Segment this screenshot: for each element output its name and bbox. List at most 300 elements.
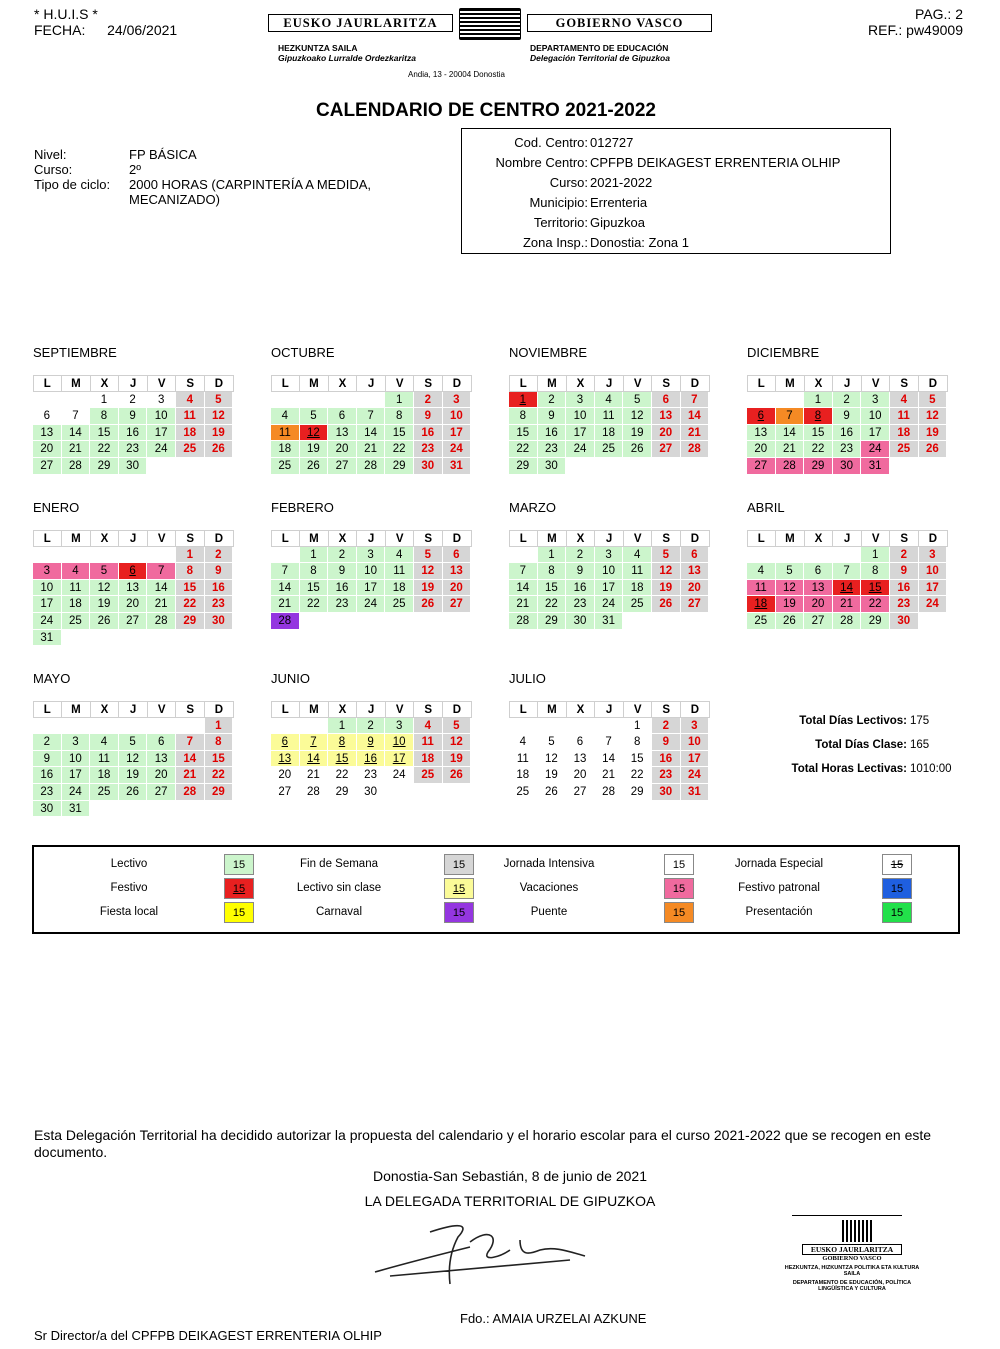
day-cell: 15 [623,751,652,768]
day-cell: 16 [538,425,567,442]
day-cell: 1 [538,547,567,564]
day-cell: 9 [833,408,862,425]
day-cell: 12 [919,408,948,425]
month-grid [271,701,473,801]
day-cell: 25 [747,613,776,630]
empty-day-cell [33,547,62,564]
month-grid [747,530,949,630]
day-cell: 7 [147,563,176,580]
empty-day-cell [300,392,329,409]
official-stamp [772,1215,932,1307]
day-cell: 29 [90,458,119,475]
day-cell: 10 [62,751,91,768]
weekday-header: L [509,375,539,392]
weekday-header: X [90,530,120,547]
day-cell: 24 [357,596,386,613]
total-row [760,733,952,757]
legend-label: Festivo [110,882,148,894]
weekday-header: X [90,701,120,718]
day-cell: 1 [205,718,234,735]
day-cell: 9 [328,563,357,580]
empty-day-cell [804,547,833,564]
day-cell: 4 [509,734,538,751]
empty-day-cell [747,547,776,564]
empty-day-cell [538,718,567,735]
weekday-header: M [61,375,91,392]
day-cell: 27 [747,458,776,475]
month-mayo [33,671,235,817]
day-cell: 7 [176,734,205,751]
day-cell: 26 [919,441,948,458]
day-cell: 17 [919,580,948,597]
day-cell: 10 [919,563,948,580]
day-cell: 22 [205,767,234,784]
day-cell: 11 [623,563,652,580]
day-cell: 6 [271,734,300,751]
empty-day-cell [33,718,62,735]
weekday-header: L [271,530,301,547]
legend-label: Vacaciones [519,882,579,894]
day-cell: 5 [776,563,805,580]
month-name: MAYO [33,671,71,686]
address: Andia, 13 - 20004 Donostia [408,70,505,79]
day-cell: 25 [595,441,624,458]
day-cell: 9 [566,563,595,580]
day-cell: 24 [595,596,624,613]
day-cell: 4 [385,547,414,564]
day-cell: 19 [205,425,234,442]
day-cell: 5 [443,718,472,735]
day-cell: 27 [804,613,833,630]
day-cell: 27 [443,596,472,613]
weekday-header: J [356,701,386,718]
day-cell: 24 [566,441,595,458]
day-cell: 26 [623,441,652,458]
page-number: PAG.: 2 [915,6,963,22]
center-value: 012727 [590,134,634,150]
day-cell: 24 [443,441,472,458]
day-cell: 21 [509,596,538,613]
day-cell: 11 [385,563,414,580]
month-name: JULIO [509,671,546,686]
day-cell: 16 [33,767,62,784]
reference: REF.: pw49009 [868,22,963,38]
weekday-header: V [385,701,415,718]
legend-swatch: 15 [224,878,254,899]
legend-swatch: 15 [882,854,912,875]
center-row [462,152,890,172]
day-cell: 4 [176,392,205,409]
dept-spanish-sub: Delegación Territorial de Gipuzkoa [530,53,670,63]
day-cell: 23 [205,596,234,613]
day-cell: 8 [300,563,329,580]
day-cell: 30 [205,613,234,630]
weekday-header: S [413,375,443,392]
day-cell: 12 [776,580,805,597]
day-cell: 23 [357,767,386,784]
day-cell: 20 [147,767,176,784]
day-cell: 22 [385,441,414,458]
day-cell: 15 [328,751,357,768]
month-name: SEPTIEMBRE [33,345,117,360]
day-cell: 13 [804,580,833,597]
empty-day-cell [566,718,595,735]
empty-day-cell [119,718,148,735]
day-cell: 27 [652,441,681,458]
center-key: Municipio: [529,194,588,210]
day-cell: 16 [328,580,357,597]
fecha-label: FECHA: [34,22,86,38]
day-cell: 4 [595,392,624,409]
day-cell: 7 [300,734,329,751]
month-name: ABRIL [747,500,785,515]
day-cell: 4 [62,563,91,580]
empty-day-cell [90,718,119,735]
month-junio [271,671,473,801]
header-left [34,6,177,38]
day-cell: 18 [890,425,919,442]
day-cell: 28 [833,613,862,630]
weekday-header: S [413,530,443,547]
day-cell: 2 [357,718,386,735]
day-cell: 21 [147,596,176,613]
day-cell: 21 [176,767,205,784]
coat-of-arms-icon [459,8,521,40]
day-cell: 31 [595,613,624,630]
info-key: Tipo de ciclo: [34,177,111,192]
day-cell: 2 [328,547,357,564]
day-cell: 23 [890,596,919,613]
legend-swatch: 15 [444,878,474,899]
day-cell: 7 [681,392,710,409]
day-cell: 23 [33,784,62,801]
day-cell: 15 [300,580,329,597]
day-cell: 29 [205,784,234,801]
day-cell: 21 [300,767,329,784]
legend-label: Presentación [745,906,813,918]
month-octubre [271,345,473,475]
day-cell: 30 [414,458,443,475]
day-cell: 30 [119,458,148,475]
empty-day-cell [776,547,805,564]
day-cell: 3 [357,547,386,564]
day-cell: 18 [90,767,119,784]
day-cell: 12 [90,580,119,597]
center-value: CPFPB DEIKAGEST ERRENTERIA OLHIP [590,154,841,170]
day-cell: 11 [509,751,538,768]
day-cell: 9 [119,408,148,425]
day-cell: 27 [33,458,62,475]
legend-swatch: 15 [224,854,254,875]
day-cell: 18 [623,580,652,597]
legend-label: Puente [530,906,568,918]
day-cell: 30 [538,458,567,475]
total-value: 165 [910,739,930,751]
weekday-header: V [861,530,891,547]
day-cell: 23 [119,441,148,458]
day-cell: 12 [443,734,472,751]
day-cell: 17 [357,580,386,597]
day-cell: 31 [62,801,91,818]
month-grid [509,530,711,630]
day-cell: 28 [595,784,624,801]
weekday-header: X [328,701,358,718]
day-cell: 19 [538,767,567,784]
day-cell: 2 [652,718,681,735]
info-row-nivel [34,147,399,162]
weekday-header: J [594,701,624,718]
day-cell: 1 [804,392,833,409]
day-cell: 13 [33,425,62,442]
day-cell: 16 [205,580,234,597]
weekday-header: X [566,701,596,718]
day-cell: 21 [595,767,624,784]
empty-day-cell [119,547,148,564]
weekday-header: L [271,701,301,718]
day-cell: 1 [861,547,890,564]
day-cell: 18 [62,596,91,613]
stamp-line-3: HEZKUNTZA, HIZKUNTZA POLITIKA ETA KULTURA SAILA [784,1265,920,1277]
day-cell: 30 [652,784,681,801]
day-cell: 21 [681,425,710,442]
day-cell: 21 [776,441,805,458]
day-cell: 18 [509,767,538,784]
day-cell: 20 [119,596,148,613]
day-cell: 14 [62,425,91,442]
weekday-header: J [118,701,148,718]
day-cell: 13 [328,425,357,442]
total-value: 1010:00 [910,763,952,775]
day-cell: 1 [328,718,357,735]
day-cell: 6 [681,547,710,564]
day-cell: 5 [652,547,681,564]
dept-spanish [530,43,670,63]
weekday-header: X [328,530,358,547]
day-cell: 13 [652,408,681,425]
day-cell: 20 [443,580,472,597]
month-febrero [271,500,473,630]
day-cell: 12 [205,408,234,425]
day-cell: 4 [414,718,443,735]
weekday-header: M [537,530,567,547]
month-name: OCTUBRE [271,345,335,360]
day-cell: 13 [681,563,710,580]
weekday-header: D [680,530,710,547]
header-right [868,6,963,38]
weekday-header: V [623,701,653,718]
day-cell: 6 [328,408,357,425]
dept-basque-sub: Gipuzkoako Lurralde Ordezkaritza [278,53,416,63]
day-cell: 9 [205,563,234,580]
weekday-header: X [804,530,834,547]
day-cell: 14 [271,580,300,597]
day-cell: 18 [271,441,300,458]
weekday-header: J [594,530,624,547]
empty-day-cell [833,547,862,564]
center-key: Zona Insp.: [522,234,588,250]
weekday-header: V [147,530,177,547]
day-cell: 17 [147,425,176,442]
day-cell: 12 [119,751,148,768]
day-cell: 20 [747,441,776,458]
day-cell: 3 [385,718,414,735]
day-cell: 20 [271,767,300,784]
day-cell: 8 [623,734,652,751]
course-info [34,147,399,207]
day-cell: 26 [538,784,567,801]
weekday-header: S [175,701,205,718]
total-label: Total Días Lectivos: [799,715,907,727]
day-cell: 19 [414,580,443,597]
day-cell: 23 [328,596,357,613]
weekday-header: S [413,701,443,718]
weekday-header: D [680,375,710,392]
empty-day-cell [33,392,62,409]
weekday-header: D [204,375,234,392]
month-marzo [509,500,711,630]
center-row [462,212,890,232]
day-cell: 19 [443,751,472,768]
day-cell: 10 [33,580,62,597]
weekday-header: X [566,375,596,392]
legend-label: Fin de Semana [300,858,378,870]
empty-day-cell [147,718,176,735]
center-value: Donostia: Zona 1 [590,234,690,250]
day-cell: 17 [566,425,595,442]
legend-swatch: 15 [444,854,474,875]
day-cell: 1 [90,392,119,409]
legend-label: Jornada Intensiva [503,858,595,870]
day-cell: 1 [509,392,538,409]
signature [370,1212,600,1292]
day-cell: 13 [747,425,776,442]
center-row [462,192,890,212]
weekday-header: L [509,530,539,547]
month-grid [33,375,235,475]
weekday-header: J [832,375,862,392]
empty-day-cell [90,547,119,564]
weekday-header: M [537,701,567,718]
day-cell: 30 [833,458,862,475]
month-noviembre [509,345,711,475]
day-cell: 14 [681,408,710,425]
weekday-header: J [356,530,386,547]
legend-swatch: 15 [882,902,912,923]
weekday-header: M [61,701,91,718]
day-cell: 12 [652,563,681,580]
day-cell: 25 [271,458,300,475]
day-cell: 10 [385,734,414,751]
day-cell: 14 [776,425,805,442]
day-cell: 28 [62,458,91,475]
day-cell: 28 [176,784,205,801]
day-cell: 20 [652,425,681,442]
day-cell: 28 [681,441,710,458]
huis-label: * H.U.I.S * [34,6,98,22]
day-cell: 26 [205,441,234,458]
day-cell: 6 [804,563,833,580]
day-cell: 16 [652,751,681,768]
day-cell: 24 [919,596,948,613]
empty-day-cell [147,547,176,564]
day-cell: 28 [776,458,805,475]
day-cell: 5 [119,734,148,751]
recipient: Sr Director/a del CPFPB DEIKAGEST ERRENTERIA OLHIP [34,1328,382,1343]
day-cell: 17 [33,596,62,613]
day-cell: 23 [652,767,681,784]
total-label: Total Días Clase: [815,739,907,751]
center-value: Gipuzkoa [590,214,645,230]
day-cell: 22 [176,596,205,613]
info-value: 2000 HORAS (CARPINTERÍA A MEDIDA, MECANIZADO) [129,177,372,207]
weekday-header: V [385,530,415,547]
day-cell: 11 [595,408,624,425]
day-cell: 25 [90,784,119,801]
day-cell: 14 [357,425,386,442]
day-cell: 21 [271,596,300,613]
weekday-header: L [33,530,63,547]
day-cell: 6 [747,408,776,425]
weekday-header: M [537,375,567,392]
month-diciembre [747,345,949,475]
center-value: 2021-2022 [590,174,653,190]
day-cell: 3 [681,718,710,735]
day-cell: 28 [271,613,300,630]
weekday-header: S [175,530,205,547]
empty-day-cell [776,392,805,409]
empty-day-cell [509,718,538,735]
day-cell: 27 [681,596,710,613]
day-cell: 18 [385,580,414,597]
weekday-header: S [651,375,681,392]
weekday-header: J [594,375,624,392]
month-grid [271,375,473,475]
day-cell: 9 [652,734,681,751]
day-cell: 5 [300,408,329,425]
weekday-header: S [651,701,681,718]
weekday-header: M [775,530,805,547]
government-logo [268,12,712,36]
legend-label: Lectivo [110,858,148,870]
weekday-header: L [509,701,539,718]
day-cell: 16 [833,425,862,442]
legend-label: Jornada Especial [734,858,824,870]
day-cell: 8 [509,408,538,425]
day-cell: 6 [652,392,681,409]
day-cell: 26 [652,596,681,613]
day-cell: 11 [90,751,119,768]
empty-day-cell [176,718,205,735]
day-cell: 5 [623,392,652,409]
weekday-header: L [271,375,301,392]
day-cell: 28 [357,458,386,475]
day-cell: 3 [595,547,624,564]
weekday-header: X [804,375,834,392]
day-cell: 8 [804,408,833,425]
weekday-header: J [118,375,148,392]
day-cell: 23 [414,441,443,458]
month-grid [271,530,473,630]
weekday-header: D [680,701,710,718]
day-cell: 11 [271,425,300,442]
day-cell: 28 [300,784,329,801]
empty-day-cell [271,547,300,564]
day-cell: 19 [919,425,948,442]
empty-day-cell [62,392,91,409]
day-cell: 6 [33,408,62,425]
day-cell: 14 [595,751,624,768]
day-cell: 19 [90,596,119,613]
